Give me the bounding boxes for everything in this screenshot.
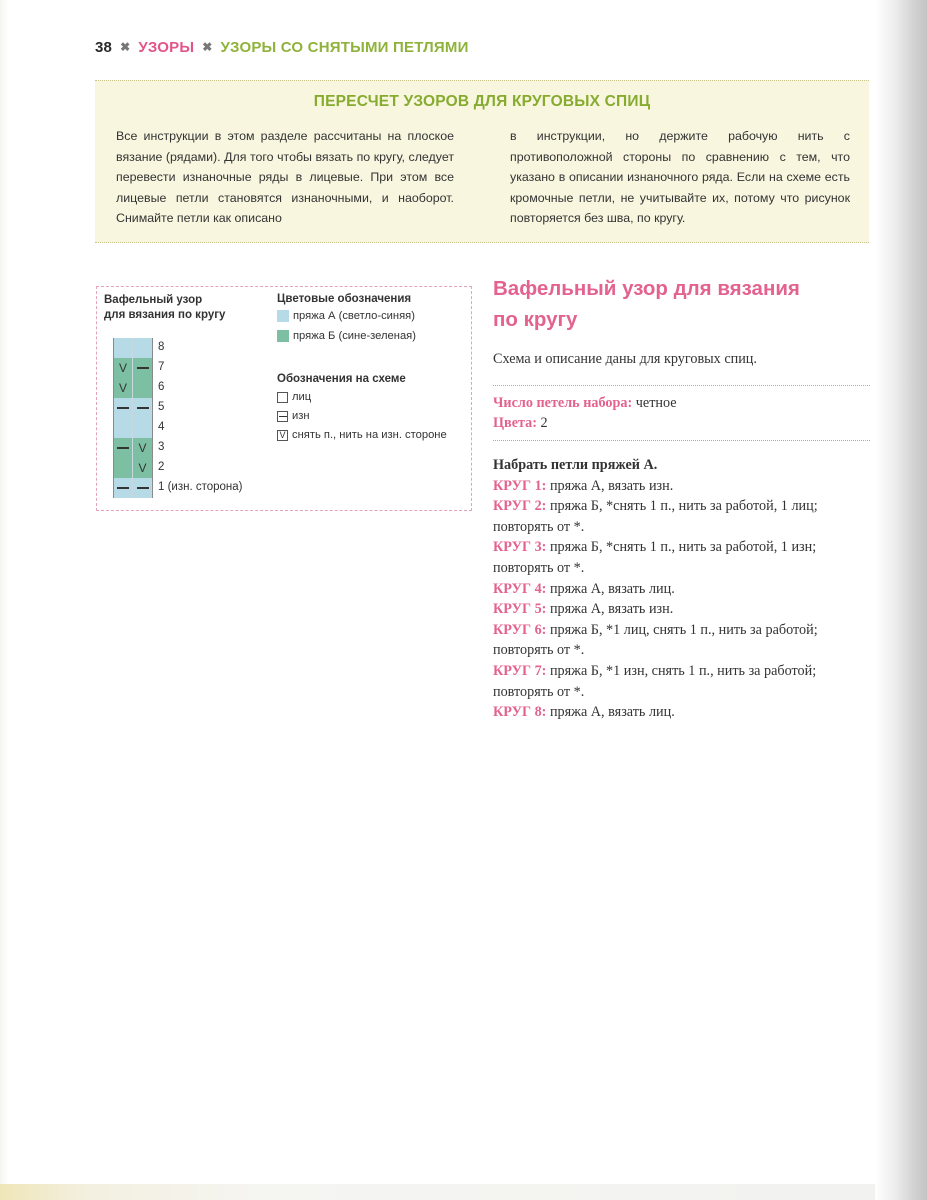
- chart-cell: [133, 378, 152, 398]
- page-bottom-band: [0, 1184, 875, 1200]
- slip-symbol-icon: V: [118, 381, 127, 395]
- round-instruction: [493, 537, 873, 578]
- round-label: КРУГ 5:: [493, 601, 547, 618]
- round-text: пряжа А, вязать лиц.: [549, 704, 675, 721]
- page-left-edge: [0, 0, 8, 1200]
- round-instruction: [493, 496, 873, 537]
- color-legend-label: пряжа А (светло-синяя): [293, 310, 415, 322]
- row-number-label: 5: [158, 401, 165, 413]
- row-number-label: 2: [158, 461, 165, 473]
- symbol-legend-label: снять п., нить на изн. стороне: [292, 429, 447, 441]
- chart-cell: [114, 398, 133, 418]
- chart-cell: [114, 338, 133, 358]
- round-text: пряжа Б, *снять 1 п., нить за работой, 1 изн; повторять от *.: [493, 539, 817, 576]
- pattern-title: [493, 273, 833, 335]
- divider: [493, 385, 870, 386]
- round-text: пряжа Б, *снять 1 п., нить за работой, 1 лиц; повторять от *.: [493, 498, 818, 535]
- knitting-chart-box: [96, 286, 472, 511]
- row-number-label: 4: [158, 421, 165, 433]
- round-instruction: [493, 579, 873, 600]
- chart-cell: [133, 358, 152, 378]
- chart-title-line-2: для вязания по кругу: [104, 309, 226, 321]
- conversion-tip-box: [95, 80, 869, 243]
- chart-cell: [114, 478, 133, 498]
- symbol-legend-label: изн: [292, 410, 310, 422]
- row-number-label: 1 (изн. сторона): [158, 481, 243, 493]
- colors-count: [493, 415, 548, 432]
- colors-value: 2: [540, 415, 548, 431]
- round-label: КРУГ 2:: [493, 498, 547, 515]
- chart-cell: [114, 358, 133, 378]
- knit-symbol-icon: [277, 392, 288, 403]
- purl-symbol-icon: [117, 407, 129, 409]
- running-header: [95, 36, 469, 58]
- round-instruction: [493, 661, 873, 702]
- rounds-list: [493, 476, 873, 723]
- chart-title: [104, 293, 225, 323]
- purl-symbol-icon: [137, 407, 149, 409]
- purl-symbol-icon: [277, 411, 288, 422]
- purl-symbol-icon: [137, 367, 149, 369]
- round-instruction: [493, 702, 873, 723]
- row-number-label: 7: [158, 361, 165, 373]
- chart-row: [114, 398, 152, 418]
- divider: [493, 440, 870, 441]
- round-instruction: [493, 620, 873, 661]
- chart-cell: [114, 418, 133, 438]
- chart-cell: [133, 458, 152, 478]
- color-legend-item-b: [277, 330, 416, 342]
- color-legend-title: Цветовые обозначения: [277, 293, 412, 305]
- round-label: КРУГ 4:: [493, 580, 547, 597]
- cast-on-label: Число петель набора:: [493, 395, 633, 411]
- round-text: пряжа А, вязать изн.: [549, 601, 674, 618]
- cast-on-count: [493, 395, 677, 412]
- chart-cell: [133, 418, 152, 438]
- round-label: КРУГ 1:: [493, 477, 547, 494]
- chart-row: [114, 358, 152, 378]
- knitting-chart-grid: [113, 338, 153, 498]
- row-number-label: 8: [158, 341, 165, 353]
- separator-icon: ✖: [202, 40, 213, 54]
- tip-column-1: Все инструкции в этом разделе рассчитаны на плоское вязание (рядами). Для того чтобы вязать по кругу, следует перевести изнаночные ряды в лицевые. При этом все лицевые петли становятся изнаночными, и наоборот. Снимайте петли как описано: [116, 129, 454, 225]
- symbol-legend-knit: [277, 391, 311, 403]
- slip-symbol-icon: V: [118, 361, 127, 375]
- symbol-legend-title: Обозначения на схеме: [277, 373, 406, 385]
- purl-symbol-icon: [137, 487, 149, 489]
- page-binding-shadow: [875, 0, 927, 1200]
- row-number-label: 3: [158, 441, 165, 453]
- cast-on-instruction: Набрать петли пряжей А.: [493, 457, 658, 473]
- chart-cell: [133, 338, 152, 358]
- symbol-legend-label: лиц: [292, 391, 312, 403]
- round-instruction: [493, 599, 873, 620]
- chart-cell: [114, 378, 133, 398]
- pattern-title-line-2: по кругу: [493, 308, 578, 331]
- chart-cell: [114, 438, 133, 458]
- row-number-label: 6: [158, 381, 165, 393]
- slip-symbol-icon: V: [138, 441, 147, 455]
- chart-row: [114, 438, 152, 458]
- chart-cell: [133, 398, 152, 418]
- yarn-a-swatch: [277, 310, 289, 322]
- yarn-b-swatch: [277, 330, 289, 342]
- round-text: пряжа А, вязать изн.: [549, 477, 674, 494]
- round-label: КРУГ 3:: [493, 539, 547, 556]
- round-text: пряжа А, вязать лиц.: [549, 580, 675, 597]
- chart-cell: [133, 438, 152, 458]
- chart-row: [114, 458, 152, 478]
- round-label: КРУГ 7:: [493, 662, 547, 679]
- tip-column-2: в инструкции, но держите рабочую нить с противоположной стороны по сравнению с тем, что указано в описании изнаночного ряда. Если на схеме есть кромочные петли, не учитывайте их, потому что рисунок повторяется без шва, по кругу.: [510, 129, 850, 225]
- round-label: КРУГ 6:: [493, 621, 547, 638]
- symbol-legend-slip: [277, 429, 447, 441]
- cast-on-value: четное: [635, 395, 677, 411]
- chart-title-line-1: Вафельный узор: [104, 294, 203, 306]
- pattern-instructions: [493, 455, 873, 723]
- pattern-title-line-1: Вафельный узор для вязания: [493, 277, 800, 300]
- tip-title: ПЕРЕСЧЕТ УЗОРОВ ДЛЯ КРУГОВЫХ СПИЦ: [313, 93, 651, 110]
- colors-label: Цвета:: [493, 415, 537, 431]
- section-title: УЗОРЫ: [138, 38, 195, 56]
- chart-row: [114, 338, 152, 358]
- page-number: 38: [95, 38, 113, 56]
- slip-symbol-icon: V: [277, 430, 288, 441]
- symbol-legend-purl: [277, 410, 310, 422]
- color-legend-label: пряжа Б (сине-зеленая): [293, 330, 416, 342]
- chart-row: [114, 478, 152, 498]
- chart-cell: [114, 458, 133, 478]
- pattern-intro: Схема и описание даны для круговых спиц.: [493, 351, 757, 367]
- round-text: пряжа Б, *1 изн, снять 1 п., нить за работой; повторять от *.: [493, 662, 817, 700]
- chart-cell: [133, 478, 152, 498]
- purl-symbol-icon: [117, 447, 129, 449]
- color-legend-item-a: [277, 310, 415, 322]
- slip-symbol-icon: V: [138, 461, 147, 475]
- chart-row: [114, 378, 152, 398]
- chart-row: [114, 418, 152, 438]
- subsection-title: УЗОРЫ СО СНЯТЫМИ ПЕТЛЯМИ: [220, 38, 469, 56]
- round-label: КРУГ 8:: [493, 704, 547, 721]
- round-text: пряжа Б, *1 лиц, снять 1 п., нить за работой; повторять от *.: [493, 621, 818, 659]
- round-instruction: [493, 476, 873, 497]
- separator-icon: ✖: [120, 40, 131, 54]
- purl-symbol-icon: [117, 487, 129, 489]
